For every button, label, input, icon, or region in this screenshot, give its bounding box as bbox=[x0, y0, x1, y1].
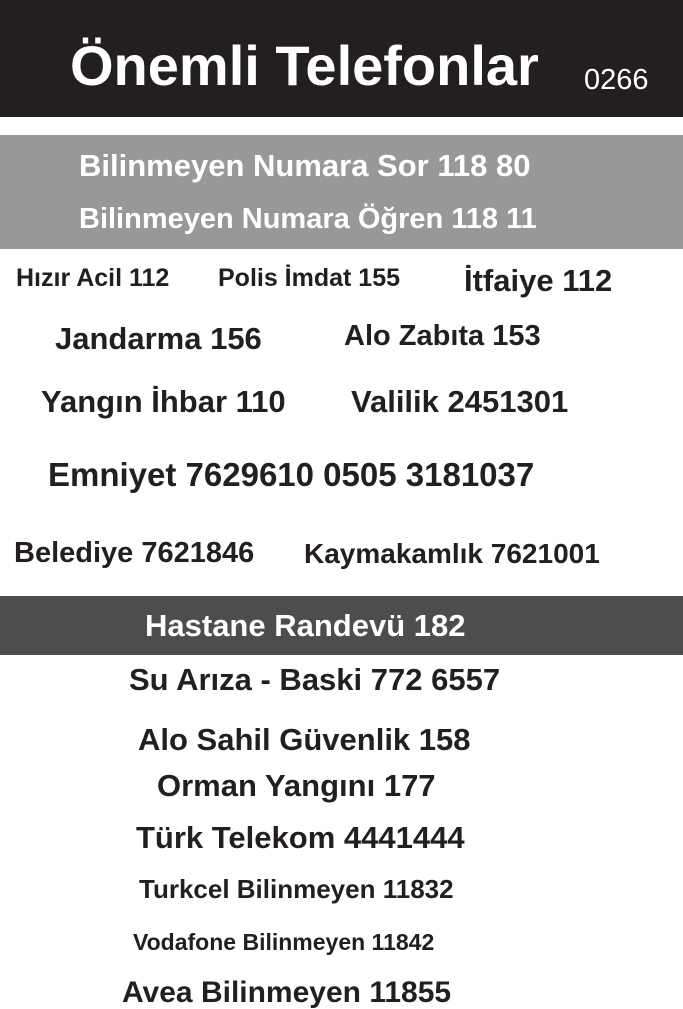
alo-zabita-phone: Alo Zabıta 153 bbox=[344, 320, 541, 352]
page-title: Önemli Telefonlar bbox=[70, 34, 539, 97]
hospital-appointment-phone: Hastane Randevü 182 bbox=[145, 608, 466, 643]
valilik-phone: Valilik 2451301 bbox=[351, 384, 569, 419]
unknown-number-learn: Bilinmeyen Numara Öğren 118 11 bbox=[79, 203, 537, 235]
turk-telekom-phone: Türk Telekom 4441444 bbox=[136, 820, 465, 855]
jandarma-phone: Jandarma 156 bbox=[55, 321, 262, 356]
polis-imdat-phone: Polis İmdat 155 bbox=[218, 264, 401, 292]
itfaiye-phone: İtfaiye 112 bbox=[464, 263, 613, 298]
area-code: 0266 bbox=[584, 64, 649, 96]
turkcel-bilinmeyen-phone: Turkcel Bilinmeyen 11832 bbox=[139, 874, 454, 904]
kaymakamlik-phone: Kaymakamlık 7621001 bbox=[304, 538, 600, 569]
belediye-phone: Belediye 7621846 bbox=[14, 537, 255, 569]
emniyet-phone: Emniyet 7629610 0505 3181037 bbox=[48, 456, 535, 493]
su-ariza-phone: Su Arıza - Baski 772 6557 bbox=[129, 662, 501, 697]
hizir-acil-phone: Hızır Acil 112 bbox=[16, 264, 170, 292]
avea-bilinmeyen-phone: Avea Bilinmeyen 11855 bbox=[122, 976, 452, 1009]
sahil-guvenlik-phone: Alo Sahil Güvenlik 158 bbox=[138, 722, 471, 757]
orman-yangini-phone: Orman Yangını 177 bbox=[157, 768, 436, 803]
vodafone-bilinmeyen-phone: Vodafone Bilinmeyen 11842 bbox=[133, 929, 435, 955]
yangin-ihbar-phone: Yangın İhbar 110 bbox=[41, 384, 286, 419]
unknown-number-ask: Bilinmeyen Numara Sor 118 80 bbox=[79, 148, 531, 183]
